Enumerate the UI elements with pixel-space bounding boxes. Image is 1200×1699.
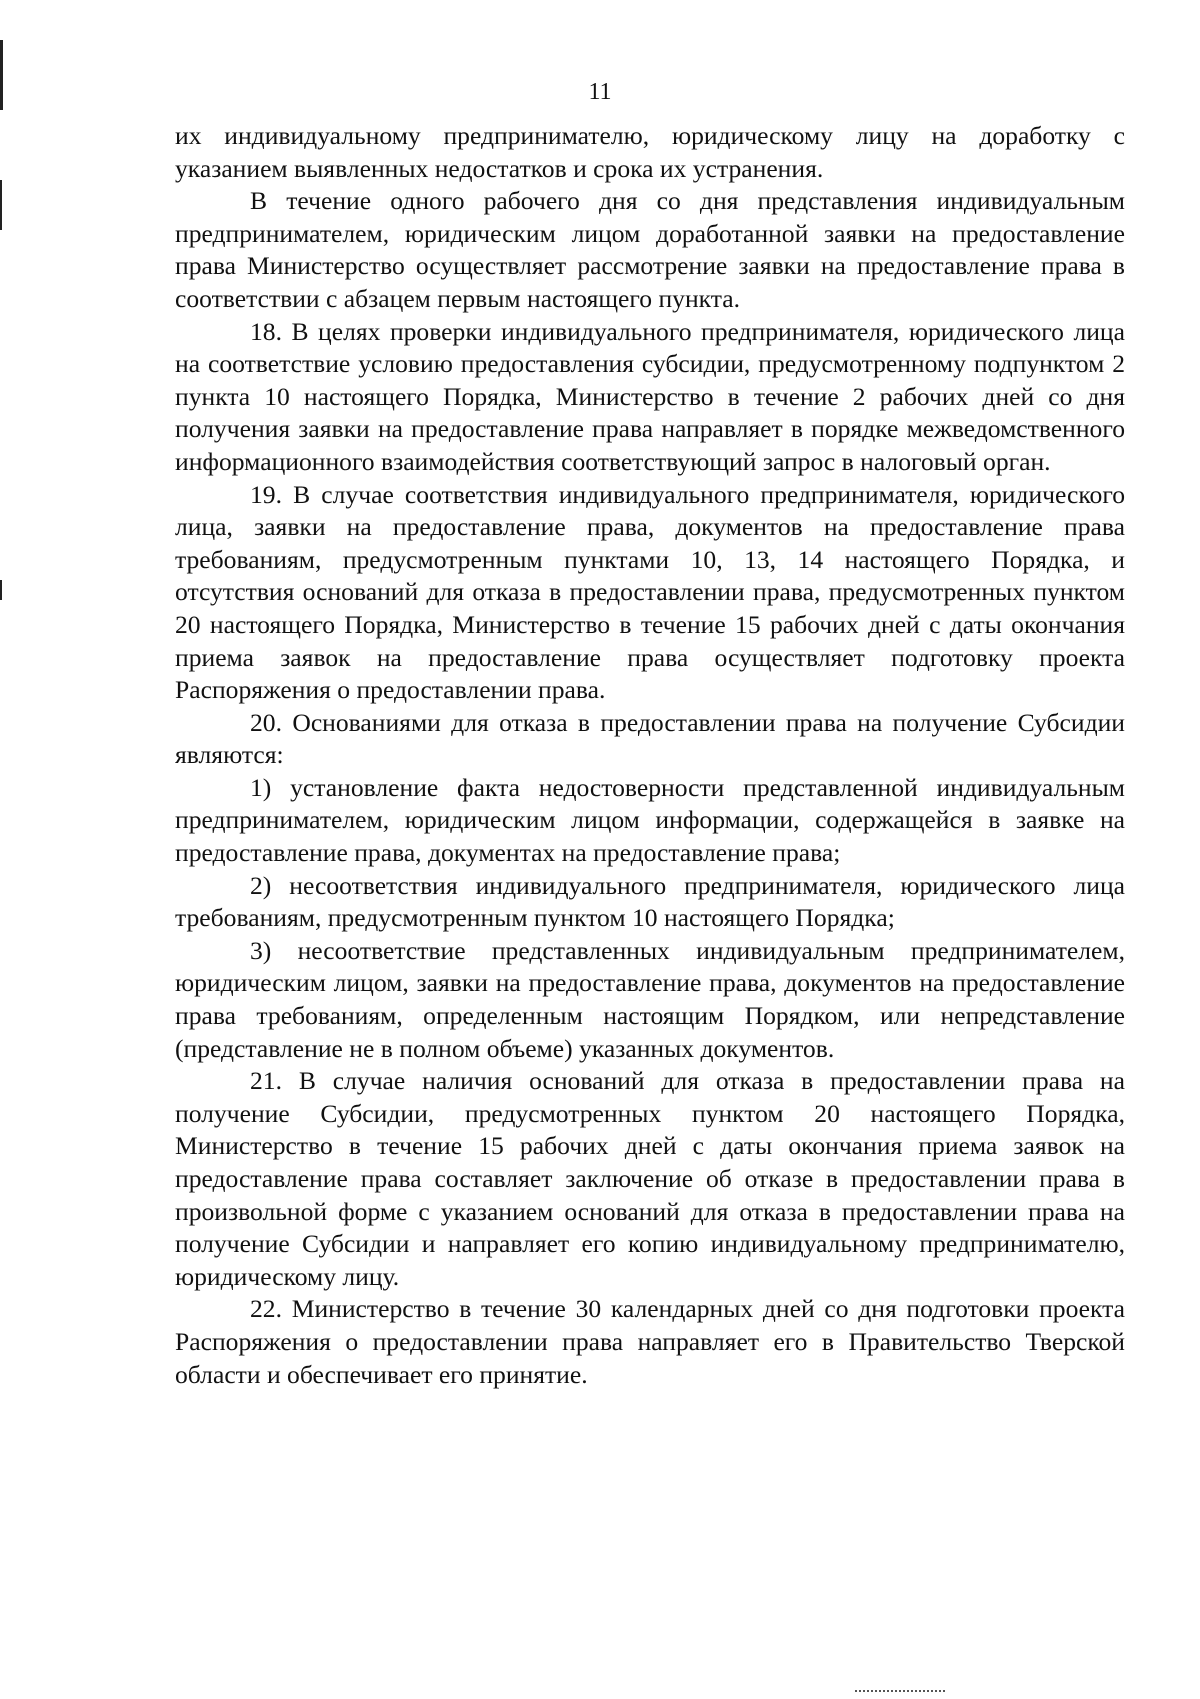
paragraph-item-18: 18. В целях проверки индивидуального предпринимателя, юридического лица на соответствие условию предоставления субсидии, предусмотренному подпунктом 2 пункта 10 настоящего Порядка, Министерство в течение 2 рабочих дней со дня получения заявки на предоставление права направляет в порядке межведомственного информационного взаимодействия соответствующий запрос в налоговый орган. [175,316,1125,476]
paragraph-item-20: 20. Основаниями для отказа в предоставлении права на получение Субсидии являются: [175,707,1125,770]
paragraph-continuation: их индивидуальному предпринимателю, юридическому лицу на доработку с указанием выявленных недостатков и срока их устранения. [175,121,1125,183]
paragraph: В течение одного рабочего дня со дня представления индивидуальным предпринимателем, юридическим лицом доработанной заявки на предоставление права Министерство осуществляет рассмотрение заявки на предоставление права в соответствии с абзацем первым настоящего пункта. [175,186,1125,313]
paragraph-item-19: 19. В случае соответствия индивидуального предпринимателя, юридического лица, заявки на предоставление права, документов на предоставление права требованиям, предусмотренным пунктами 10, 13, 14 настоящего Порядка, и отсутствия оснований для отказа в предоставлении права, предусмотренных пунктом 20 настоящего Порядка, Министерство в течение 15 рабочих дней с даты окончания приема заявок на предоставление права осуществляет подготовку проекта Распоряжения о предоставлении права. [175,479,1125,705]
subitem-1: 1) установление факта недостоверности представленной индивидуальным предпринимателем, юридическим лицом информации, содержащейся в заявке на предоставление права, документах на предоставление права; [175,772,1125,868]
subitem-3: 3) несоответствие представленных индивидуальным предпринимателем, юридическим лицом, заявки на предоставление права, документов на предоставление права требованиям, определенным настоящим Порядком, или непредставление (представление не в полном объеме) указанных документов. [175,935,1125,1063]
page-number: 11 [588,79,612,105]
paragraph-item-22: 22. Министерство в течение 30 календарных дней со дня подготовки проекта Распоряжения о предоставлении права направляет его в Правительство Тверской области и обеспечивает его принятие. [175,1294,1125,1389]
scan-edge-mark [0,180,2,230]
subitem-2: 2) несоответствия индивидуального предпринимателя, юридического лица требованиям, предусмотренным пунктом 10 настоящего Порядка; [175,870,1125,933]
scan-bottom-mark [855,1690,945,1694]
scan-edge-mark [0,580,2,600]
paragraph-item-21: 21. В случае наличия оснований для отказа в предоставлении права на получение Субсидии, предусмотренных пунктом 20 настоящего Порядка, Министерство в течение 15 рабочих дней с даты окончания приема заявок на предоставление права составляет заключение об отказе в предоставлении права в произвольной форме с указанием оснований для отказа в предоставлении права на получение Субсидии и направляет его копию индивидуальному предпринимателю, юридическому лицу. [175,1066,1125,1291]
document-body [175,120,1125,1391]
